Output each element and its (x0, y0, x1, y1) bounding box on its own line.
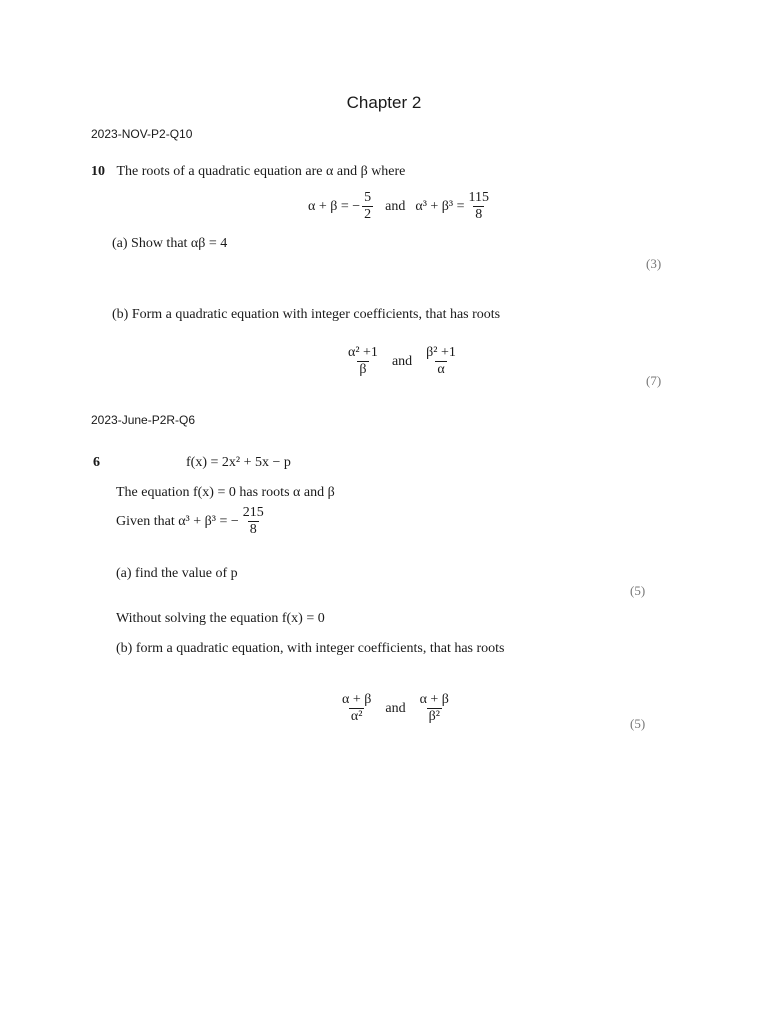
page-title: Chapter 2 (346, 93, 422, 112)
part-b-q6: (b) form a quadratic equation, with integer coefficients, that has roots (116, 641, 505, 656)
fraction-numerator: 115 (468, 190, 490, 205)
roots-expression-q6 (338, 692, 453, 725)
question-number: 10 (91, 164, 105, 179)
root-fraction-2 (418, 692, 451, 725)
roots-and: and (385, 700, 406, 716)
root-fraction-1 (340, 692, 373, 725)
question-10-stem (91, 164, 405, 180)
given-sum-lhs: α + β = − (308, 198, 361, 214)
given-and: and (385, 198, 406, 214)
fraction-numerator: β² +1 (426, 345, 456, 360)
question-ref-q10: 2023-NOV-P2-Q10 (91, 127, 193, 141)
marks-b-q6: (5) (630, 716, 646, 731)
fraction-denominator: 2 (364, 207, 372, 222)
fraction-numerator: 215 (242, 505, 264, 520)
fraction-denominator: β² (428, 709, 440, 724)
without-solving-text: Without solving the equation f(x) = 0 (116, 611, 325, 626)
roots-expression-q10 (344, 345, 460, 378)
fraction-numerator: α² +1 (348, 345, 378, 360)
function-definition: f(x) = 2x² + 5x − p (186, 455, 291, 470)
fraction-denominator: β (359, 362, 367, 377)
root-fraction-2 (424, 345, 458, 378)
fraction-numerator: α + β (419, 692, 449, 707)
fraction-denominator: α (437, 362, 445, 377)
given-equations-q10 (308, 190, 493, 223)
marks-a-q10: (3) (646, 256, 662, 271)
fraction-denominator: 8 (475, 207, 483, 222)
question-ref-q6: 2023-June-P2R-Q6 (91, 413, 196, 427)
root-fraction-1 (346, 345, 380, 378)
question-number: 6 (93, 455, 100, 470)
part-a-q6: (a) find the value of p (116, 566, 238, 581)
part-b-q10: (b) Form a quadratic equation with integer coefficients, that has roots (112, 307, 501, 322)
question-stem-text: The roots of a quadratic equation are α and β where (116, 164, 406, 179)
given-cubes-lhs: α³ + β³ = (415, 198, 465, 214)
fraction-numerator: α + β (342, 692, 372, 707)
given-prefix: Given that α³ + β³ = − (116, 513, 239, 529)
fraction-215-eighths (241, 505, 266, 538)
fraction-numerator: 5 (364, 190, 372, 205)
fraction-denominator: 8 (249, 522, 257, 537)
part-a-q10: (a) Show that αβ = 4 (112, 236, 228, 251)
fraction-115-eighths (467, 190, 491, 223)
roots-and: and (391, 353, 413, 369)
roots-statement: The equation f(x) = 0 has roots α and β (116, 485, 335, 500)
marks-b-q10: (7) (646, 373, 662, 388)
marks-a-q6: (5) (630, 583, 646, 598)
fraction-five-halves (362, 190, 373, 223)
given-cubes-q6 (116, 505, 268, 538)
fraction-denominator: α² (350, 709, 363, 724)
